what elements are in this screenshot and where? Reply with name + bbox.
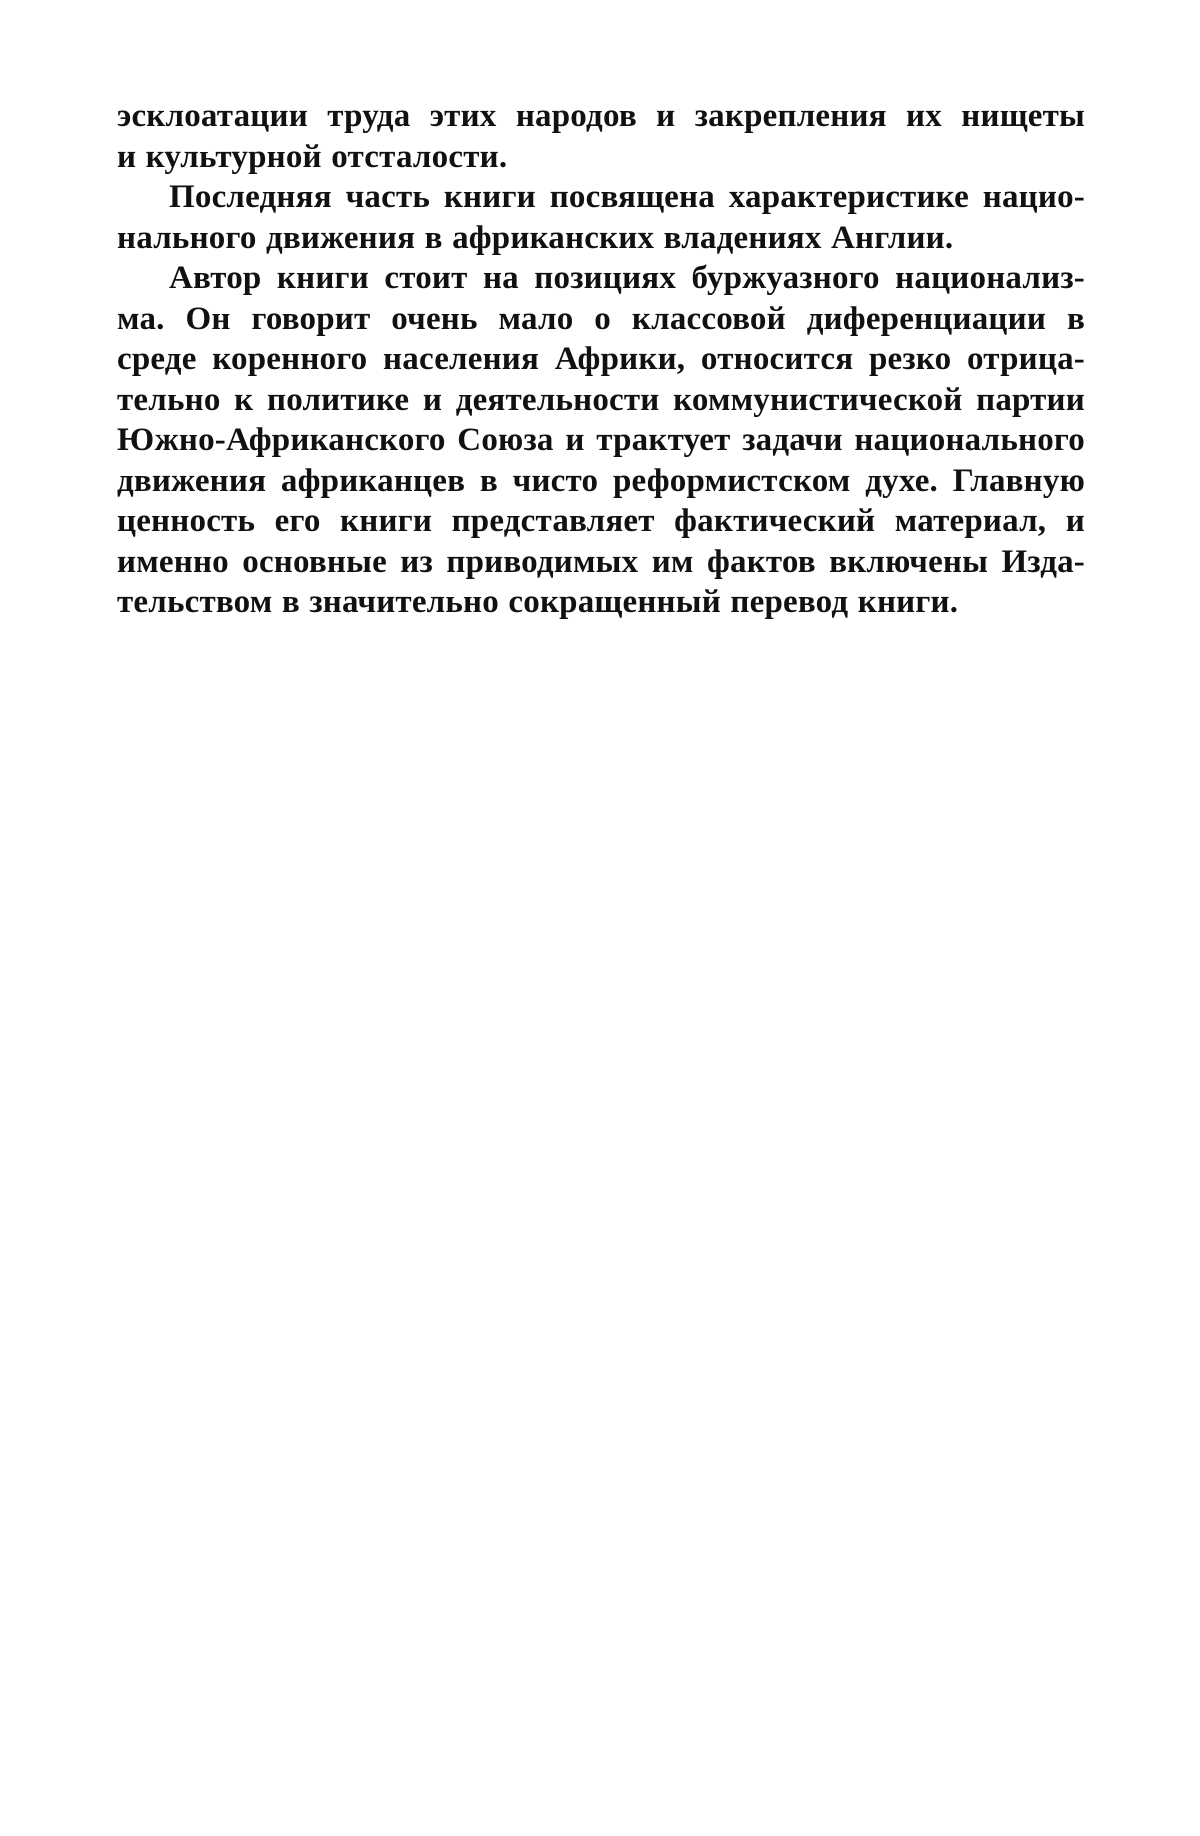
paragraph-3-line-9: тельством в значительно сокращенный перевод книги. [117, 584, 959, 620]
paragraph-3-line-7: ценность его книги представляет фактический материал, и [117, 503, 1085, 539]
paragraph-1-line-2: и культурной отсталости. [117, 138, 508, 175]
paragraph-3-line-2: ма. Он говорит очень мало о классовой диференциации в [117, 300, 1085, 337]
paragraph-1-line-1: эсклоатации труда этих народов и закрепления их нищеты [117, 98, 1085, 134]
paragraph-3-line-3: среде коренного населения Африки, относится резко отрица- [117, 341, 1085, 377]
paragraph-3-line-8: именно основные из приводимых им фактов включены Изда- [117, 543, 1085, 580]
paragraph-2-line-2: нального движения в африканских владениях Англии. [117, 219, 954, 256]
paragraph-3-line-4: тельно к политике и деятельности коммунистической партии [117, 381, 1085, 418]
paragraph-3-line-1: Автор книги стоит на позициях буржуазного национализ- [169, 260, 1085, 296]
paragraph-3-line-5: Южно-Африканского Союза и трактует задачи национального [117, 422, 1085, 458]
paragraph-2-line-1: Последняя часть книги посвящена характеристике нацио- [169, 179, 1085, 215]
body-text [117, 96, 1085, 623]
paragraph-3-line-6: движения африканцев в чисто реформистском духе. Главную [117, 462, 1085, 499]
